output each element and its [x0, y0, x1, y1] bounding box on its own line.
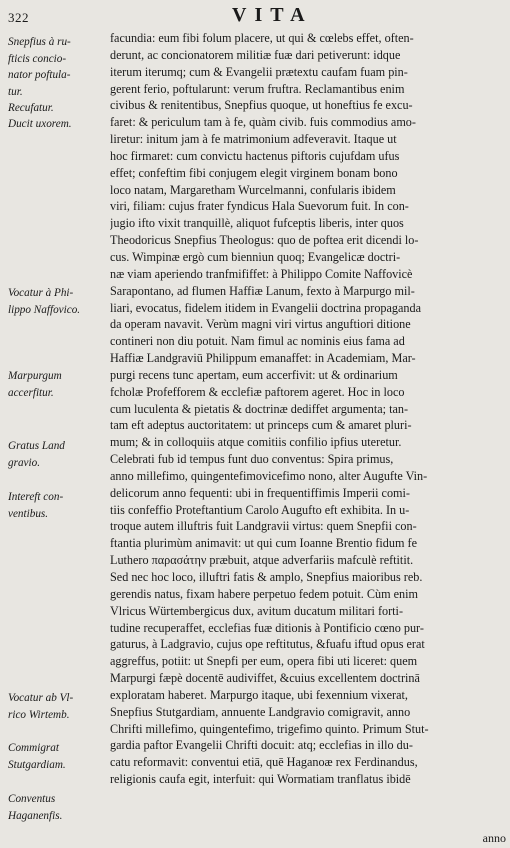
margin-note-line: Vocatur ab Vl- — [8, 692, 74, 704]
text-line: anno millefimo, quingentefimovicefimo nono, alter Augufte Vin- — [110, 468, 428, 483]
text-line: aggreffus, potiit: ut Snepfi per eum, opera fibi uti liceret: quem — [110, 654, 418, 669]
text-line: gerent ferio, poftularunt: verum fruftra. Reclamantibus enim — [110, 81, 405, 96]
text-line: loco natam, Margaretham Wurcelmanni, confularis ibidem — [110, 182, 396, 197]
text-line: Luthero παρασάτην præbuit, atque adverfariis mafculè reftitit. — [110, 553, 414, 568]
text-line: iterum iterumq; cum & Evangelii prætextu caufam fuam pin- — [110, 64, 408, 79]
text-line: gerendis natus, fixam habere perpetuo fedem potuit. Cùm enim — [110, 586, 418, 601]
margin-note-line: Haganenfis. — [8, 809, 63, 822]
text-line: purgi recens tunc apertam, eum accerfivit: ut & ordinarium — [110, 367, 398, 382]
margin-note-line: gravio. — [8, 456, 41, 469]
text-line: Celebrati fub id tempus funt duo conventus: Spira primus, — [110, 452, 394, 467]
margin-note — [8, 116, 112, 133]
margin-note-line: Commigrat — [8, 742, 59, 754]
text-line: contineri non diu potuit. Nam fimul ac nominis eius fama ad — [110, 334, 405, 349]
margin-note — [8, 438, 112, 471]
text-line: hoc firmaret: cum convictu hactenus piftoris cujufdam ufus — [110, 148, 400, 163]
margin-note — [8, 100, 112, 117]
margin-note-line: lippo Naffovico. — [8, 303, 81, 316]
margin-note-line: Snepfius à ru- — [8, 36, 71, 48]
margin-note — [8, 285, 112, 318]
margin-note-line: Ducit uxorem. — [8, 118, 72, 130]
running-head: VITA — [232, 4, 313, 26]
text-line: jugio ifto vixit tranquillè, aliquot fufceptis liberis, inter quos — [110, 216, 404, 231]
text-line: liari, evocatus, fidelem itidem in Evangelii doctrina propaganda — [110, 300, 422, 315]
text-line: fcholæ Profefforem & ecclefiæ paftorem ageret. Hoc in loco — [110, 384, 405, 399]
text-line: tam eft adeptus auctoritatem: ut princeps cum & amaret pluri- — [110, 418, 412, 433]
margin-note — [8, 740, 112, 773]
text-line: Theodoricus Snepfius Theologus: quo de poftea erit dicendi lo- — [110, 233, 419, 248]
text-line: religionis caufa egit, interfuit: qui Wormatiam tranflatus ibidē — [110, 772, 411, 787]
margin-note-line: Intereft con- — [8, 491, 64, 503]
text-line: ftantia plurimùm animavit: ut qui cum Ioanne Brentio fidum fe — [110, 536, 417, 551]
margin-note — [8, 34, 112, 100]
text-line: Chrifti millefimo, quingentefimo, trigefimo quinto. Primum Stut- — [110, 721, 429, 736]
margin-note-line: tur. — [8, 85, 23, 98]
text-line: exploratam haberet. Marpurgo itaque, ubi fexennium vixerat, — [110, 687, 408, 702]
margin-note-line: Stutgardiam. — [8, 758, 66, 771]
text-line: cus. Wimpinæ ergò cum bienniun quoq; Evangelicæ doctri- — [110, 249, 401, 264]
text-line: Snepfius Stutgardiam, annuente Landgravio comigravit, anno — [110, 704, 411, 719]
margin-note-line: Conventus — [8, 793, 56, 805]
text-line: Sarapontano, ad flumen Haffiæ Lanum, fexto à Marpurgo mil- — [110, 283, 415, 298]
text-line: mum; & in colloquiis atque comitiis confilio ipfius uteretur. — [110, 435, 402, 450]
margin-note-line: Vocatur à Phi- — [8, 287, 74, 299]
text-line: catu reformavit: conventui etiā, quē Haganoæ rex Ferdinandus, — [110, 755, 418, 770]
text-line: Vlricus Würtembergicus dux, avitum ducatum militari forti- — [110, 603, 403, 618]
text-line: Sed nec hoc loco, illuftri fatis & amplo, Snepfius maioribus reb. — [110, 570, 423, 584]
main-text — [110, 30, 502, 842]
margin-note-line: ventibus. — [8, 507, 49, 520]
text-line: gaturus, à Ladgravio, cujus ope reftitutus, &fuafu iftud opus erat — [110, 637, 425, 652]
text-line: tudine recuperaffet, ecclefias fuæ ditionis à Pontificio cœno pur- — [110, 620, 424, 635]
margin-note — [8, 489, 112, 522]
text-line: næ viam aperiendo tranfmififfet: à Philippo Comite Naffovicè — [110, 266, 413, 281]
margin-note-line: Gratus Land — [8, 440, 65, 452]
text-line: cum luculenta & pietatis & doctrinæ dediffet argumenta; tan- — [110, 401, 409, 416]
text-line: troque autem illuftris fuit Landgravii virtus: quem Snepfii con- — [110, 519, 417, 534]
text-line: liretur: initum jam à fe matrimonium adfeveravit. Itaque ut — [110, 132, 397, 147]
margin-note-line: rico Wirtemb. — [8, 708, 70, 721]
margin-note-line: nator poftula- — [8, 69, 71, 82]
text-line: civibus & renitentibus, Snepfius quoque, ut honeftius fe excu- — [110, 98, 413, 113]
margin-note-line: accerfitur. — [8, 386, 54, 399]
margin-note-line: fticis concio- — [8, 52, 67, 65]
text-line: Haffiæ Landgraviū Philippum emanaffet: in Academiam, Mar- — [110, 351, 416, 366]
page-number: 322 — [8, 10, 29, 25]
text-line: facundia: eum fibi folum placere, ut qui & cœlebs effet, often- — [110, 31, 414, 45]
margin-note — [8, 791, 112, 824]
margin-note-line: Marpurgum — [8, 370, 62, 382]
catchword: anno — [482, 831, 506, 845]
text-line: delicorum anno fequenti: ubi in frequentiffimis Imperii comi- — [110, 485, 410, 500]
text-line: da operam navavit. Verùm magni viri virtus anguftiori ditione — [110, 317, 411, 332]
margin-note — [8, 690, 112, 723]
text-line: gardia paftor Evangelii Chrifti docuit: atq; ecclefias in illo du- — [110, 738, 413, 753]
text-line: viri, filiam: cujus frater fyndicus Hala Suevorum fuit. In con- — [110, 199, 409, 214]
margin-note-line: Recufatur. — [8, 102, 54, 114]
page-header — [0, 2, 510, 26]
text-line: Marpurgi fæpè docentē audiviffet, &cuius excellentem doctrinā — [110, 671, 420, 686]
text-line: faret: & periculum tam à fe, quàm civib. fuis commodius amo- — [110, 115, 416, 130]
margin-note — [8, 368, 112, 401]
text-line: tiis confeffio Proteftantium Carolo Augufto eft exhibita. In u- — [110, 502, 410, 517]
text-line: derunt, ac concionatorem militiæ fuæ dari petiverunt: idque — [110, 47, 401, 62]
text-line: effet; confeftim fibi conjugem elegit virginem bonam bono — [110, 165, 398, 180]
